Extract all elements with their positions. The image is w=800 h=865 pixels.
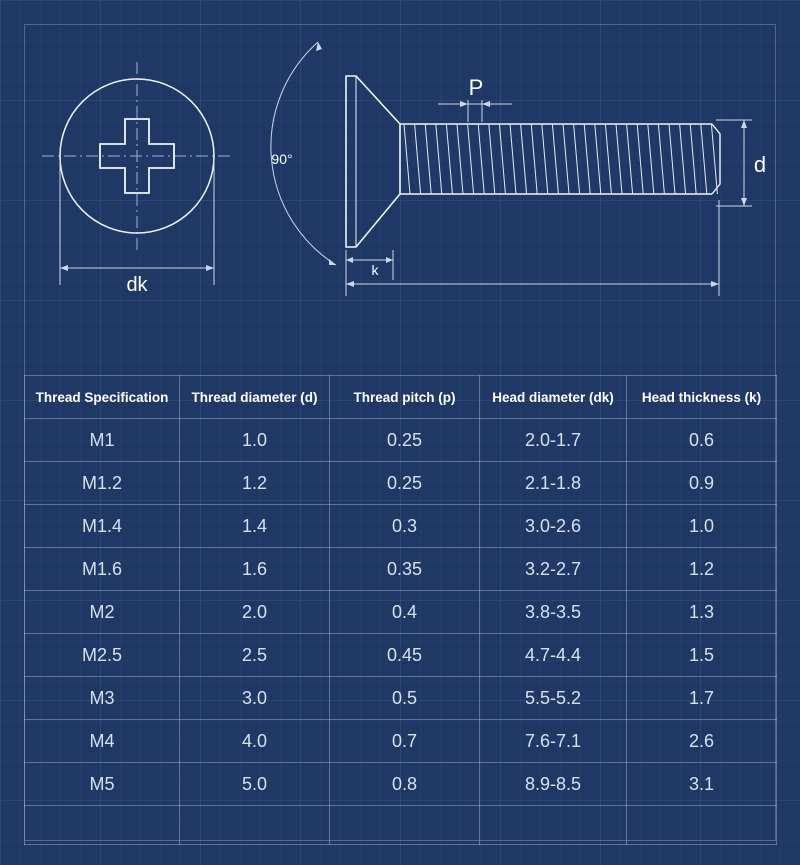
head-thickness-cell: 1.2 — [627, 548, 777, 591]
head-diameter-cell: 3.0-2.6 — [480, 505, 627, 548]
thread-line — [616, 124, 622, 194]
thread-diameter-cell: 1.0 — [180, 419, 330, 462]
thread-line — [711, 124, 717, 194]
thread-spec-cell: M1.2 — [25, 462, 180, 505]
table-row — [25, 591, 777, 634]
empty-cell — [25, 806, 180, 845]
thread-diameter-cell: 1.2 — [180, 462, 330, 505]
head-thickness-cell: 1.3 — [627, 591, 777, 634]
empty-cell — [627, 806, 777, 845]
thread-line — [563, 124, 569, 194]
thread-line — [701, 124, 707, 194]
thread-line — [542, 124, 548, 194]
thread-line — [499, 124, 505, 194]
head-diameter-cell: 5.5-5.2 — [480, 677, 627, 720]
d-label: d — [753, 152, 767, 177]
thread-spec-cell: M1.4 — [25, 505, 180, 548]
head-diameter-cell: 8.9-8.5 — [480, 763, 627, 806]
k-label: k — [371, 262, 379, 278]
thread-line — [658, 124, 664, 194]
thread-diameter-cell: 2.5 — [180, 634, 330, 677]
head-thickness-cell: 1.0 — [627, 505, 777, 548]
thread-line — [680, 124, 686, 194]
screw-head-profile — [346, 76, 400, 247]
table-row — [25, 763, 777, 806]
thread-line — [552, 124, 558, 194]
table-row — [25, 634, 777, 677]
head-top-view — [42, 62, 232, 296]
thread-pitch-cell: 0.25 — [330, 462, 480, 505]
head-diameter-header: Head diameter (dk) — [480, 376, 627, 419]
thread-line — [425, 124, 431, 194]
thread-diameter-cell: 3.0 — [180, 677, 330, 720]
table-row — [25, 548, 777, 591]
thread-lines — [404, 124, 717, 194]
table-row — [25, 720, 777, 763]
head-diameter-cell: 3.2-2.7 — [480, 548, 627, 591]
pitch-label: P — [468, 75, 484, 100]
thread-pitch-cell: 0.3 — [330, 505, 480, 548]
head-diameter-cell: 2.1-1.8 — [480, 462, 627, 505]
thread-line — [510, 124, 516, 194]
head-diameter-cell: 2.0-1.7 — [480, 419, 627, 462]
thread-diameter-cell: 4.0 — [180, 720, 330, 763]
thread-line — [415, 124, 421, 194]
thread-line — [648, 124, 654, 194]
thread-line — [690, 124, 696, 194]
head-thickness-header: Head thickness (k) — [627, 376, 777, 419]
thread-spec-cell: M4 — [25, 720, 180, 763]
empty-table-row — [25, 806, 777, 845]
table-row — [25, 462, 777, 505]
angle-label: 90° — [271, 151, 293, 167]
thread-line — [468, 124, 474, 194]
spec-table — [24, 375, 777, 845]
empty-cell — [330, 806, 480, 845]
thread-line — [531, 124, 537, 194]
thread-line — [457, 124, 463, 194]
thread-line — [521, 124, 527, 194]
thread-line — [669, 124, 675, 194]
thread-spec-cell: M3 — [25, 677, 180, 720]
thread-line — [595, 124, 601, 194]
screw-side-view — [271, 42, 766, 296]
thread-diameter-cell: 1.6 — [180, 548, 330, 591]
head-thickness-cell: 1.7 — [627, 677, 777, 720]
empty-cell — [480, 806, 627, 845]
thread-spec-cell: M2.5 — [25, 634, 180, 677]
thread-pitch-cell: 0.4 — [330, 591, 480, 634]
thread-line — [627, 124, 633, 194]
thread-pitch-cell: 0.8 — [330, 763, 480, 806]
head-thickness-cell: 2.6 — [627, 720, 777, 763]
head-thickness-cell: 0.6 — [627, 419, 777, 462]
thread-pitch-cell: 0.7 — [330, 720, 480, 763]
thread-pitch-header: Thread pitch (p) — [330, 376, 480, 419]
table-row — [25, 505, 777, 548]
thread-line — [584, 124, 590, 194]
table-body — [25, 419, 777, 845]
head-thickness-cell: 1.5 — [627, 634, 777, 677]
head-thickness-cell: 0.9 — [627, 462, 777, 505]
thread-line — [605, 124, 611, 194]
screw-drawing — [0, 0, 800, 375]
thread-pitch-cell: 0.35 — [330, 548, 480, 591]
thread-line — [574, 124, 580, 194]
thread-pitch-cell: 0.45 — [330, 634, 480, 677]
thread-line — [404, 124, 410, 194]
head-diameter-cell: 3.8-3.5 — [480, 591, 627, 634]
thread-line — [478, 124, 484, 194]
table-header-row — [25, 376, 777, 419]
head-diameter-cell: 4.7-4.4 — [480, 634, 627, 677]
thread-spec-cell: M2 — [25, 591, 180, 634]
head-diameter-cell: 7.6-7.1 — [480, 720, 627, 763]
thread-diameter-header: Thread diameter (d) — [180, 376, 330, 419]
thread-line — [637, 124, 643, 194]
thread-spec-cell: M1 — [25, 419, 180, 462]
thread-diameter-cell: 1.4 — [180, 505, 330, 548]
thread-pitch-cell: 0.25 — [330, 419, 480, 462]
thread-spec-header: Thread Specification — [25, 376, 180, 419]
angle-arrows — [316, 42, 336, 265]
head-thickness-cell: 3.1 — [627, 763, 777, 806]
thread-diameter-cell: 2.0 — [180, 591, 330, 634]
thread-line — [489, 124, 495, 194]
empty-cell — [180, 806, 330, 845]
table-row — [25, 677, 777, 720]
table-row — [25, 419, 777, 462]
thread-spec-cell: M5 — [25, 763, 180, 806]
thread-pitch-cell: 0.5 — [330, 677, 480, 720]
thread-line — [446, 124, 452, 194]
dk-label: dk — [126, 274, 148, 296]
thread-spec-cell: M1.6 — [25, 548, 180, 591]
thread-diameter-cell: 5.0 — [180, 763, 330, 806]
thread-line — [436, 124, 442, 194]
